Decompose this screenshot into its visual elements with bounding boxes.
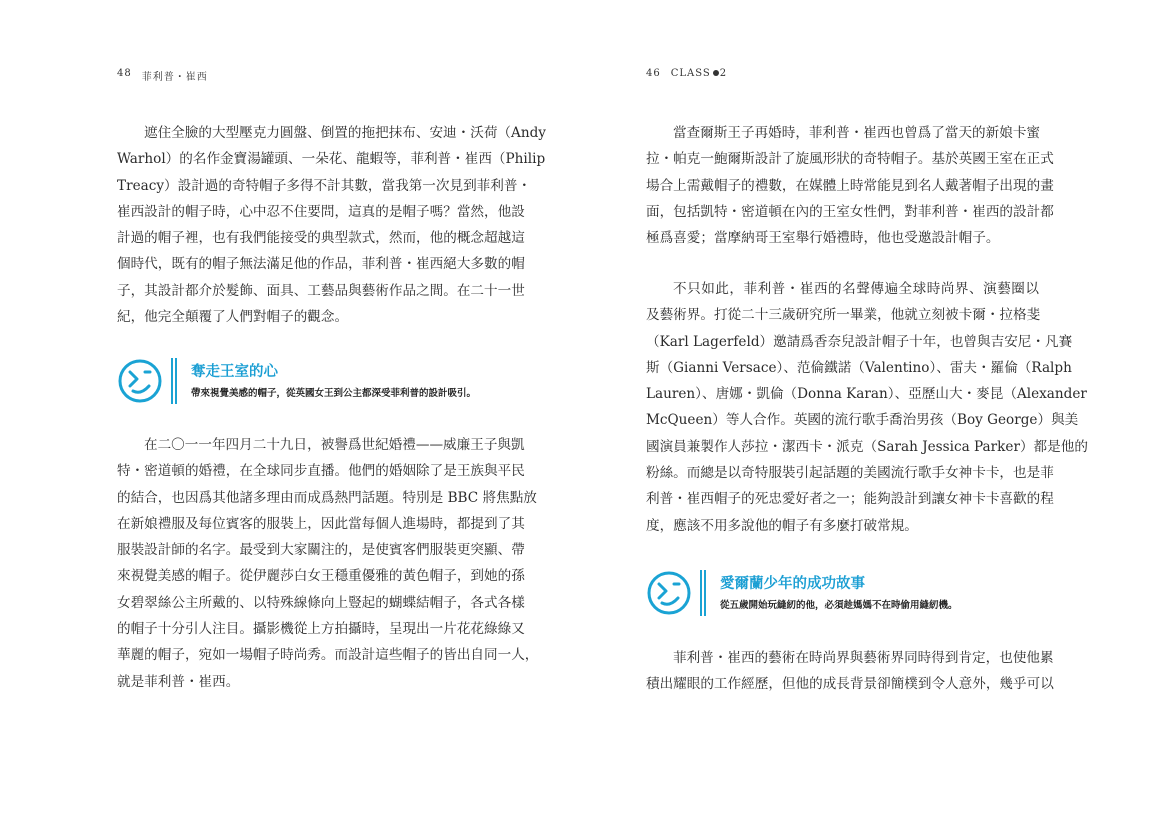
text-line: 華麗的帽子，宛如一場帽子時尚秀。而設計這些帽子的皆出自同一人， — [117, 647, 539, 664]
text-line: 斯（Gianni Versace）、范倫鐵諾（Valentino）、雷夫・羅倫（Ralph — [646, 359, 1072, 376]
running-head-title: CLASS 2 — [670, 68, 728, 79]
text-line: 崔西設計的帽子時，心中忍不住要問，這真的是帽子嗎？當然，他設 — [117, 203, 525, 220]
section-subtitle: 從五歲開始玩縫紉的他，必須趁媽媽不在時偷用縫紉機。 — [720, 600, 958, 611]
text-line: 女碧翠絲公主所戴的、以特殊線條向上豎起的蝴蝶結帽子，各式各樣 — [117, 594, 525, 611]
page-number: 48 — [117, 68, 132, 79]
running-head-title: 菲利普・崔西 — [141, 72, 208, 83]
text-line: 粉絲。而總是以奇特服裝引起話題的美國流行歌手女神卡卡，也是菲 — [646, 465, 1054, 482]
divider — [175, 358, 177, 404]
text-line: McQueen）等人合作。英國的流行歌手喬治男孩（Boy George）與美 — [646, 412, 1079, 429]
text-line: 及藝術界。打從二十三歲研究所一畢業，他就立刻被卡爾・拉格斐 — [646, 307, 1041, 324]
text-line: 拉・帕克一鮑爾斯設計了旋風形狀的奇特帽子。基於英國王室在正式 — [646, 151, 1054, 168]
text-line: 利普・崔西帽子的死忠愛好者之一；能夠設計到讓女神卡卡喜歡的程 — [646, 491, 1054, 508]
running-header — [646, 68, 727, 79]
text-line: 面，包括凱特・密道頓在內的王室女性們，對菲利普・崔西的設計都 — [646, 203, 1054, 220]
divider — [700, 570, 702, 616]
text-line: 個時代，既有的帽子無法滿足他的作品，菲利普・崔西絕大多數的帽 — [117, 256, 525, 273]
section-heading — [646, 568, 1046, 624]
text-line: 不只如此，菲利普・崔西的名聲傳遍全球時尚界、演藝圈以 — [673, 281, 1039, 297]
paragraph — [646, 645, 1054, 698]
paragraph — [117, 432, 539, 695]
text-line: 在新娘禮服及每位賓客的服裝上，因此當每個人進場時，都提到了其 — [117, 515, 525, 532]
section-subtitle: 帶來視覺美感的帽子，從英國女王到公主都深受菲利普的設計吸引。 — [191, 388, 477, 399]
text-line: 子，其設計都介於髮飾、面具、工藝品與藝術作品之間。在二十一世 — [117, 282, 525, 299]
text-line: Treacy）設計過的奇特帽子多得不計其數，當我第一次見到菲利普・ — [117, 177, 532, 194]
running-header — [117, 68, 208, 83]
text-line: 就是菲利普・崔西。 — [117, 673, 240, 690]
text-line: （Karl Lagerfeld）邀請爲香奈兒設計帽子十年，也曾與吉安尼・凡賽 — [646, 333, 1073, 350]
divider — [171, 358, 173, 404]
text-line: Lauren）、唐娜・凱倫（Donna Karan）、亞歷山大・麥昆（Alexander — [646, 386, 1087, 403]
smiley-face-icon — [646, 570, 692, 616]
text-line: 的結合，也因爲其他諸多理由而成爲熱門話題。特別是 BBC 將焦點放 — [117, 489, 537, 506]
page-number: 46 — [646, 68, 661, 79]
text-line: 菲利普・崔西的藝術在時尚界與藝術界同時得到肯定，也使他累 — [673, 650, 1054, 666]
text-line: 計過的帽子裡，也有我們能接受的典型款式，然而，他的概念超越這 — [117, 230, 525, 247]
text-line: 紀，他完全顛覆了人們對帽子的觀念。 — [117, 309, 349, 326]
paragraph — [117, 120, 546, 330]
text-line: 度，應該不用多說他的帽子有多麼打破常規。 — [646, 517, 918, 534]
text-line: 國演員兼製作人莎拉・潔西卡・派克（Sarah Jessica Parker）都是他的 — [646, 438, 1088, 455]
right-page — [582, 0, 1164, 816]
text-line: 的帽子十分引人注目。攝影機從上方拍攝時，呈現出一片花花綠綠又 — [117, 621, 525, 638]
text-line: 來視覺美感的帽子。從伊麗莎白女王穩重優雅的黃色帽子，到她的孫 — [117, 568, 525, 585]
divider — [704, 570, 706, 616]
text-line: 在二〇一一年四月二十九日，被譽爲世紀婚禮——威廉王子與凱 — [144, 437, 525, 453]
text-line: 當查爾斯王子再婚時，菲利普・崔西也曾爲了當天的新娘卡蜜 — [673, 125, 1041, 141]
text-line: 遮住全臉的大型壓克力圓盤、倒置的拖把抹布、安迪・沃荷（Andy — [144, 125, 546, 141]
paragraph — [646, 120, 1054, 251]
section-title: 奪走王室的心 — [191, 364, 278, 380]
paragraph — [646, 276, 1088, 539]
text-line: Warhol）的名作金寶湯罐頭、一朵花、龍蝦等，菲利普・崔西（Philip — [117, 151, 546, 168]
text-line: 特・密道頓的婚禮，在全球同步直播。他們的婚姻除了是王族與平民 — [117, 463, 525, 480]
smiley-face-icon — [117, 358, 163, 404]
section-heading — [117, 356, 517, 412]
text-line: 場合上需戴帽子的禮數，在媒體上時常能見到名人戴著帽子出現的畫 — [646, 177, 1054, 194]
section-title: 愛爾蘭少年的成功故事 — [720, 576, 865, 592]
text-line: 極爲喜愛；當摩納哥王室舉行婚禮時，他也受邀設計帽子。 — [646, 230, 1000, 247]
text-line: 服裝設計師的名字。最受到大家關注的，是使賓客們服裝更突顯、帶 — [117, 542, 525, 559]
text-line: 積出耀眼的工作經歷，但他的成長背景卻簡樸到令人意外，幾乎可以 — [646, 676, 1054, 693]
